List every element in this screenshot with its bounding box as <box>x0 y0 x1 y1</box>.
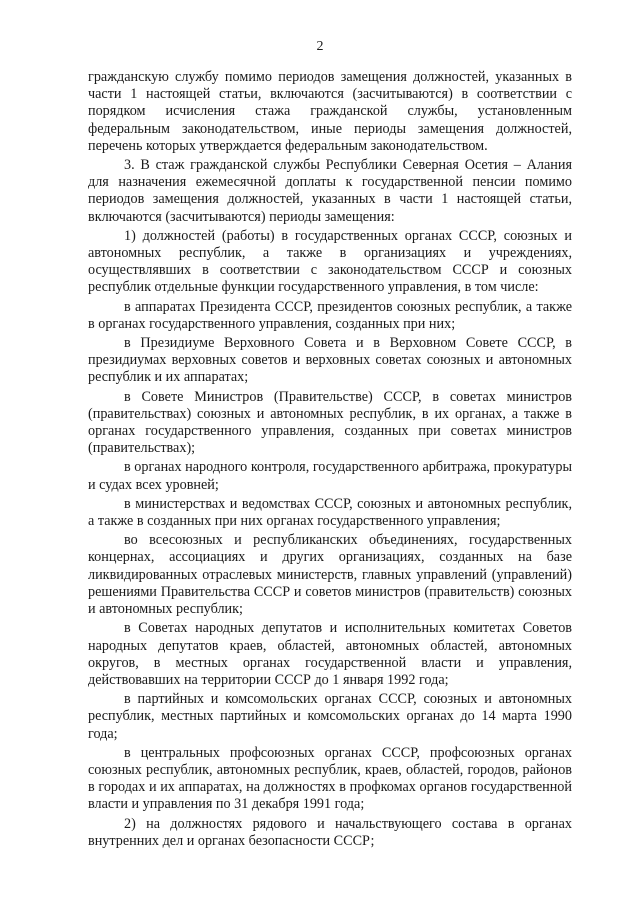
paragraph-item-1: 1) должностей (работы) в государственных органах СССР, союзных и автономных республик, а также в организациях и учреждениях, осуществлявших в соответствии с законодательством СССР и союзных республик отдельные функции государственного управления, в том числе: <box>88 227 572 296</box>
page-number: 2 <box>316 39 324 54</box>
paragraph-associations: во всесоюзных и республиканских объединениях, государственных концернах, ассоциациях и других организациях, созданных на базе ликвидированных отраслевых министерств, главных управлений (управлений) решениями Правительства СССР и советов министров (правительств) союзных и автономных республик; <box>88 532 572 618</box>
paragraph-president-apparatus: в аппаратах Президента СССР, президентов союзных республик, а также в органах государственного управления, созданных при них; <box>88 298 572 332</box>
document-body <box>88 69 572 852</box>
paragraph-soviets: в Советах народных депутатов и исполнительных комитетах Советов народных депутатов краев, областей, автономных областей, автономных округов, в местных органах государственной власти и управления, действовавших на территории СССР до 1 января 1992 года; <box>88 620 572 688</box>
paragraph-trade-unions: в центральных профсоюзных органах СССР, профсоюзных органах союзных республик, автономных республик, краев, областей, городов, районов в городах и их аппаратах, на должностях в профкомах органов государственной власти и управления по 31 декабря 1991 года; <box>88 744 572 813</box>
paragraph-people-control: в органах народного контроля, государственного арбитража, прокуратуры и судах всех уровней; <box>88 459 572 493</box>
paragraph-ministries: в министерствах и ведомствах СССР, союзных и автономных республик, а также в созданных при них органах государственного управления; <box>88 495 572 530</box>
paragraph-council-of-ministers: в Совете Министров (Правительстве) СССР, в советах министров (правительствах) союзных и автономных республик, в их органах, а также в органах государственного управления, созданных при советах министров (правительствах); <box>88 388 572 457</box>
paragraph-part-3: 3. В стаж гражданской службы Республики Северная Осетия – Алания для назначения ежемесячной доплаты к государственной пенсии помимо периодов замещения должностей, указанных в части 1 настоящей статьи, включаются (засчитываются) периоды замещения: <box>88 157 572 225</box>
paragraph-item-2: 2) на должностях рядового и начальствующего состава в органах внутренних дел и органах безопасности СССР; <box>88 815 572 849</box>
paragraph-party-organs: в партийных и комсомольских органах СССР, союзных и автономных республик, местных партийных и комсомольских органах до 14 марта 1990 года; <box>88 691 572 742</box>
paragraph-supreme-soviet: в Президиуме Верховного Совета и в Верховном Совете СССР, в президиумах верховных советов и верховных советах союзных и автономных республик и их аппаратах; <box>88 335 572 386</box>
paragraph-continuation: гражданскую службу помимо периодов замещения должностей, указанных в части 1 настоящей статьи, включаются (засчитываются) в соответствии с порядком исчисления стажа гражданской службы, установленным федеральным законодательством, иные периоды замещения должностей, перечень которых утверждается федеральным законодательством. <box>88 69 572 154</box>
